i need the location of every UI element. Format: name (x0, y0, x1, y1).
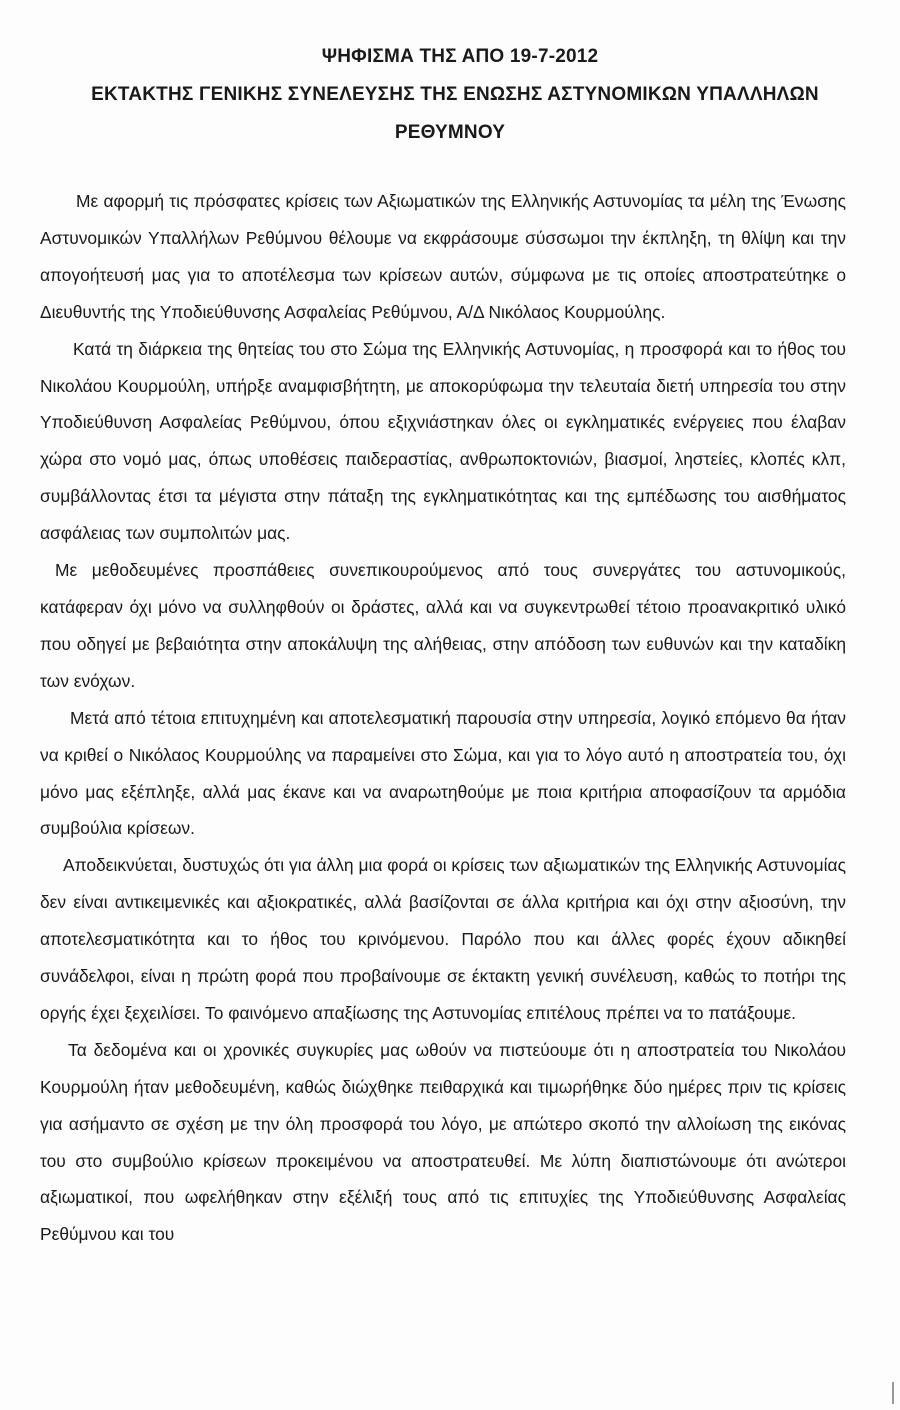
paragraph-6: Τα δεδομένα και οι χρονικές συγκυρίες μας ωθούν να πιστεύουμε ότι η αποστρατεία του Νικολάου Κουρμούλη ήταν μεθοδευμένη, καθώς διώχθηκε πειθαρχικά και τιμωρήθηκε δύο ημέρες πριν τις κρίσεις για ασήμαντο σε σχέση με την όλη προσφορά του λόγο, με απώτερο σκοπό την αλλοίωση της εικόνας του στο συμβούλιο κρίσεων προκειμένου να αποστρατευθεί. Με λύπη διαπιστώνουμε ότι ανώτεροι αξιωματικοί, που ωφελήθηκαν στην εξέλιξή τους από τις επιτυχίες της Υποδιεύθυνσης Ασφαλείας Ρεθύμνου και του (40, 1039, 846, 1245)
paragraph-4: Μετά από τέτοια επιτυχημένη και αποτελεσματική παρουσία στην υπηρεσία, λογικό επόμενο θα ήταν να κριθεί ο Νικόλαος Κουρμούλης να παραμείνει στο Σώμα, και για το λόγο αυτό η αποστρατεία του, όχι μόνο μας εξέπληξε, αλλά μας έκανε και να αναρωτηθούμε με ποια κριτήρια αποφασίζουν τα αρμόδια συμβούλια κρίσεων. (40, 707, 846, 839)
document-title (0, 38, 900, 152)
title-line-resolution-date: ΨΗΦΙΣΜΑ ΤΗΣ ΑΠΟ 19-7-2012 (321, 46, 599, 67)
paragraph-1: Με αφορμή τις πρόσφατες κρίσεις των Αξιωματικών της Ελληνικής Αστυνομίας τα μέλη της Ένωσης Αστυνομικών Υπαλλήλων Ρεθύμνου θέλουμε να εκφράσουμε σύσσωμοι την έκπληξη, τη θλίψη και την απογοήτευσή μας για το αποτέλεσμα των κρίσεων αυτών, σύμφωνα με τις οποίες αποστρατεύτηκε ο Διευθυντής της Υποδιεύθυνσης Ασφαλείας Ρεθύμνου, Α/Δ Νικόλαος Κουρμούλης. (40, 191, 846, 322)
paragraph-3: Με μεθοδευμένες προσπάθειες συνεπικουρούμενος από τους συνεργάτες του αστυνομικούς, κατάφεραν όχι μόνο να συλληφθούν οι δράστες, αλλά και να συγκεντρωθεί τέτοιο προανακριτικό υλικό που οδηγεί με βεβαιότητα στην αποκάλυψη της αλήθειας, στην απόδοση των ευθυνών και την καταδίκη των ενόχων. (40, 560, 846, 691)
paragraph-5: Αποδεικνύεται, δυστυχώς ότι για άλλη μια φορά οι κρίσεις των αξιωματικών της Ελληνικής Αστυνομίας δεν είναι αντικειμενικές και αξιοκρατικές, αλλά βασίζονται σε άλλα κριτήρια και όχι στην αξιοσύνη, την αποτελεσματικότητα και το ήθος του κρινόμενου. Παρόλο που και άλλες φορές έχουν αδικηθεί συνάδελφοι, είναι η πρώτη φορά που προβαίνουμε σε έκτακτη γενική συνέλευση, καθώς το ποτήρι της οργής έχει ξεχειλίσει. Το φαινόμενο απαξίωσης της Αστυνομίας επιτέλους πρέπει να το πατάξουμε. (40, 855, 846, 1023)
margin-mark (884, 1382, 894, 1404)
title-line-assembly: ΕΚΤΑΚΤΗΣ ΓΕΝΙΚΗΣ ΣΥΝΕΛΕΥΣΗΣ ΤΗΣ ΕΝΩΣΗΣ ΑΣΤΥΝΟΜΙΚΩΝ ΥΠΑΛΛΗΛΩΝ (91, 84, 819, 105)
document-body (40, 183, 846, 1253)
paragraph-2: Κατά τη διάρκεια της θητείας του στο Σώμα της Ελληνικής Αστυνομίας, η προσφορά και το ήθος του Νικολάου Κουρμούλη, υπήρξε αναμφισβήτητη, με αποκορύφωμα την τελευταία διετή υπηρεσία του στην Υποδιεύθυνση Ασφαλείας Ρεθύμνου, όπου εξιχνιάστηκαν όλες οι εγκληματικές ενέργειες που έλαβαν χώρα στο νομό μας, όπως υποθέσεις παιδεραστίας, ανθρωποκτονιών, βιασμοί, ληστείες, κλοπές κλπ, συμβάλλοντας έτσι τα μέγιστα στην πάταξη της εγκληματικότητας και της εμπέδωσης του αισθήματος ασφάλειας των συμπολιτών μας. (40, 338, 846, 544)
title-line-city: ΡΕΘΥΜΝΟΥ (394, 122, 506, 143)
